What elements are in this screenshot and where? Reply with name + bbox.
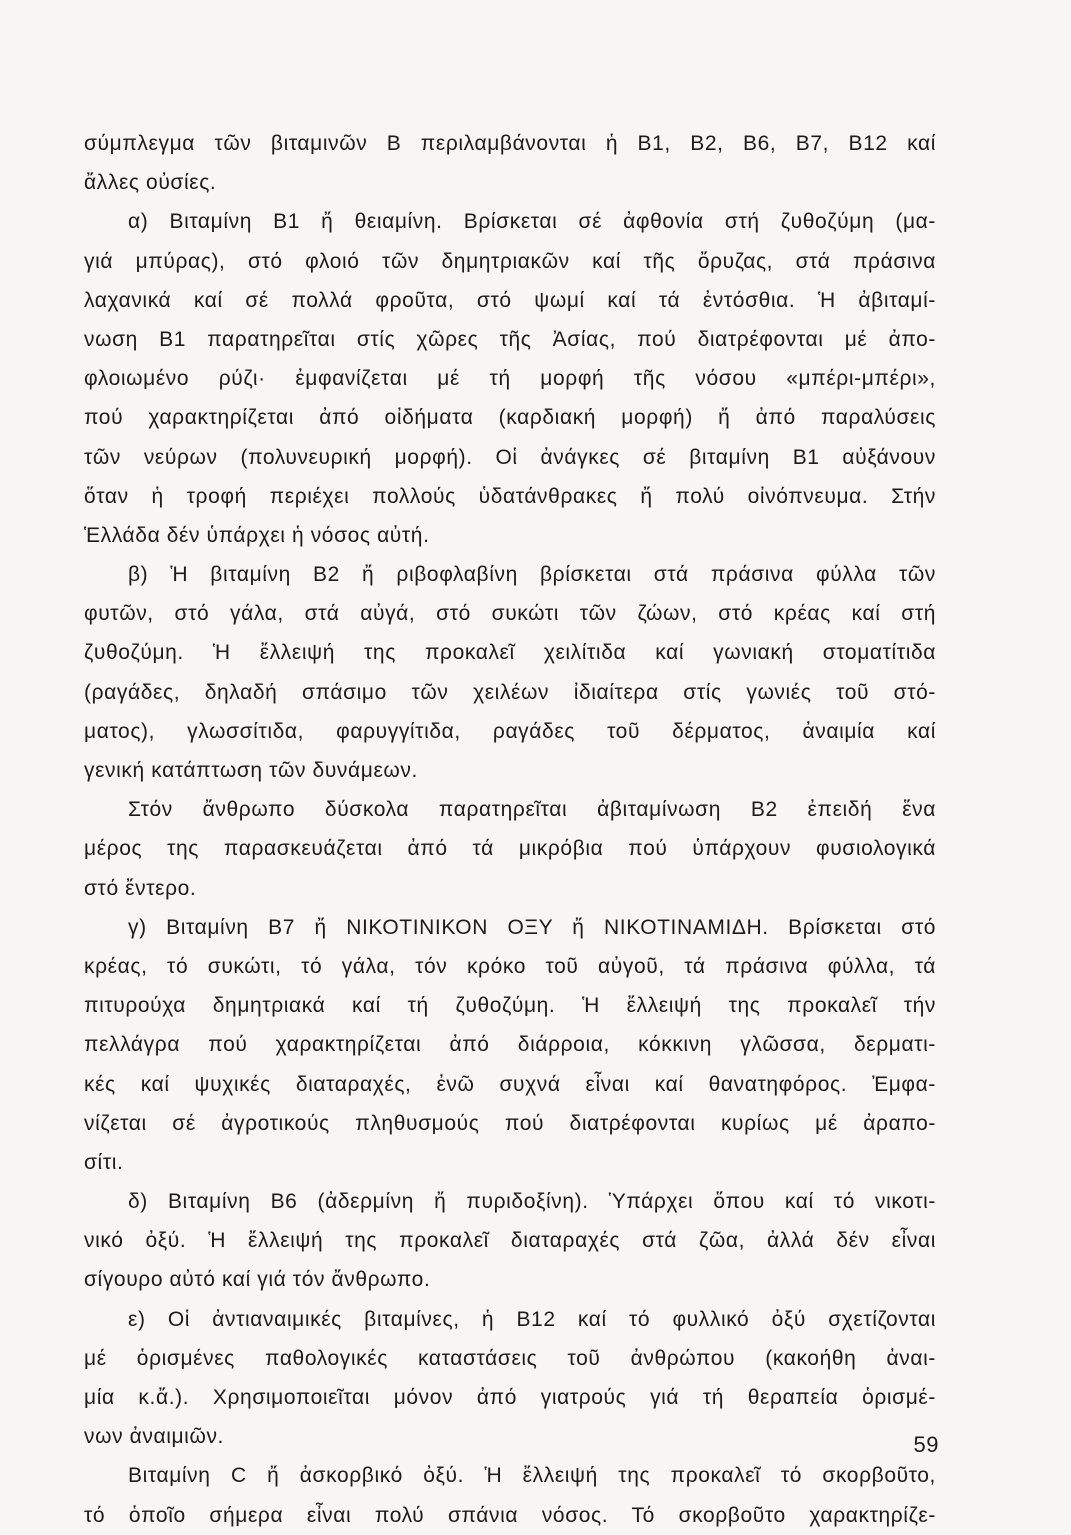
paragraph-c-start: γ) Βιταμίνη Β7 ἤ ΝΙΚΟΤΙΝΙΚΟΝ ΟΞΥ ἤ ΝΙΚΟΤΙΝΑΜΙΔΗ. Βρίσκεται στό <box>128 915 936 939</box>
paragraph-e-start: ε) Οἱ ἀντιαναιμικές βιταμίνες, ἡ Β12 καί τό φυλλικό ὀξύ σχετίζονται <box>128 1307 936 1331</box>
text-line: λαχανικά καί σέ πολλά φροῦτα, στό ψωμί καί τά ἐντόσθια. Ἡ ἀβιταμί- <box>84 288 936 312</box>
text-line: πού χαρακτηρίζεται ἀπό οἰδήματα (καρδιακή μορφή) ἤ ἀπό παραλύσεις <box>84 406 936 430</box>
text-line: μέ ὁρισμένες παθολογικές καταστάσεις τοῦ ἀνθρώπου (κακοήθη ἀναι- <box>84 1346 936 1370</box>
text-line: μία κ.ἄ.). Χρησιμοποιεῖται μόνον ἀπό γιατρούς γιά τή θεραπεία ὁρισμέ- <box>84 1386 936 1409</box>
text-line: πελλάγρα πού χαρακτηρίζεται ἀπό διάρροια, κόκκινη γλῶσσα, δερματι- <box>84 1033 936 1057</box>
text-line: ἄλλες οὐσίες. <box>84 171 217 195</box>
text-line: νίζεται σέ ἀγροτικούς πληθυσμούς πού διατρέφονται κυρίως μέ ἀραπο- <box>84 1111 936 1135</box>
text-line: φλοιωμένο ρύζι· ἐμφανίζεται μέ τή μορφή τῆς νόσου «μπέρι-μπέρι», <box>84 367 936 391</box>
paragraph-vitamin-c-start: Βιταμίνη C ἤ ἀσκορβικό ὀξύ. Ἡ ἔλλειψή της προκαλεῖ τό σκορβοῦτο, <box>128 1464 936 1488</box>
page-number: 59 <box>913 1432 939 1457</box>
paragraph-d-start: δ) Βιταμίνη Β6 (ἀδερμίνη ἤ πυριδοξίνη). Ὑπάρχει ὅπου καί τό νικοτι- <box>128 1190 936 1214</box>
text-line: γιά μπύρας), στό φλοιό τῶν δημητριακῶν καί τῆς ὄρυζας, στά πράσινα <box>84 249 936 273</box>
text-line: νων ἀναιμιῶν. <box>84 1425 224 1449</box>
text-line: ὅταν ἡ τροφή περιέχει πολλούς ὑδατάνθρακες ἤ πολύ οἰνόπνευμα. Στήν <box>84 484 936 508</box>
paragraph-b-start: β) Ἡ βιταμίνη Β2 ἤ ριβοφλαβίνη βρίσκεται στά πράσινα φύλλα τῶν <box>128 563 936 587</box>
text-line: πιτυρούχα δημητριακά καί τή ζυθοζύμη. Ἡ ἔλλειψή της προκαλεῖ τήν <box>84 994 936 1018</box>
text-line: στό ἔντερο. <box>84 876 197 900</box>
text-line: σύμπλεγμα τῶν βιταμινῶν Β περιλαμβάνονται ἡ Β1, Β2, Β6, Β7, Β12 καί <box>84 132 936 155</box>
paragraph-b2-start: Στόν ἄνθρωπο δύσκολα παρατηρεῖται ἀβιταμίνωση Β2 ἐπειδή ἕνα <box>128 798 936 822</box>
text-line: νικό ὀξύ. Ἡ ἔλλειψή της προκαλεῖ διαταραχές στά ζῶα, ἀλλά δέν εἶναι <box>84 1229 936 1253</box>
text-line: τῶν νεύρων (πολυνευρική μορφή). Οἱ ἀνάγκες σέ βιταμίνη Β1 αὐξάνουν <box>84 445 936 469</box>
text-line: νωση Β1 παρατηρεῖται στίς χῶρες τῆς Ἀσίας, πού διατρέφονται μέ ἀπο- <box>84 327 936 351</box>
paragraph-a-start: α) Βιταμίνη Β1 ἤ θειαμίνη. Βρίσκεται σέ ἀφθονία στή ζυθοζύμη (μα- <box>128 210 936 234</box>
text-line: μέρος της παρασκευάζεται ἀπό τά μικρόβια πού ὑπάρχουν φυσιολογικά <box>84 837 936 861</box>
text-line: τό ὁποῖο σήμερα εἶναι πολύ σπάνια νόσος. Τό σκορβοῦτο χαρακτηρίζε- <box>84 1503 936 1527</box>
text-line: ζυθοζύμη. Ἡ ἔλλειψή της προκαλεῖ χειλίτιδα καί γωνιακή στοματίτιδα <box>84 641 936 665</box>
text-line: (ραγάδες, δηλαδή σπάσιμο τῶν χειλέων ἰδιαίτερα στίς γωνιές τοῦ στό- <box>84 680 936 704</box>
text-line: Ἑλλάδα δέν ὑπάρχει ἡ νόσος αὐτή. <box>84 523 430 547</box>
text-line: φυτῶν, στό γάλα, στά αὐγά, στό συκώτι τῶν ζώων, στό κρέας καί στή <box>84 602 936 626</box>
text-line: σίγουρο αὐτό καί γιά τόν ἄνθρωπο. <box>84 1268 431 1292</box>
text-line: σίτι. <box>84 1150 124 1174</box>
text-line: ματος), γλωσσίτιδα, φαρυγγίτιδα, ραγάδες τοῦ δέρματος, ἀναιμία καί <box>84 719 936 743</box>
text-line: γενική κατάπτωση τῶν δυνάμεων. <box>84 759 418 782</box>
text-line: κές καί ψυχικές διαταραχές, ἐνῶ συχνά εἶναι καί θανατηφόρος. Ἐμφα- <box>84 1072 936 1096</box>
body-text <box>84 124 936 1535</box>
text-line: κρέας, τό συκώτι, τό γάλα, τόν κρόκο τοῦ αὐγοῦ, τά πράσινα φύλλα, τά <box>84 954 936 978</box>
